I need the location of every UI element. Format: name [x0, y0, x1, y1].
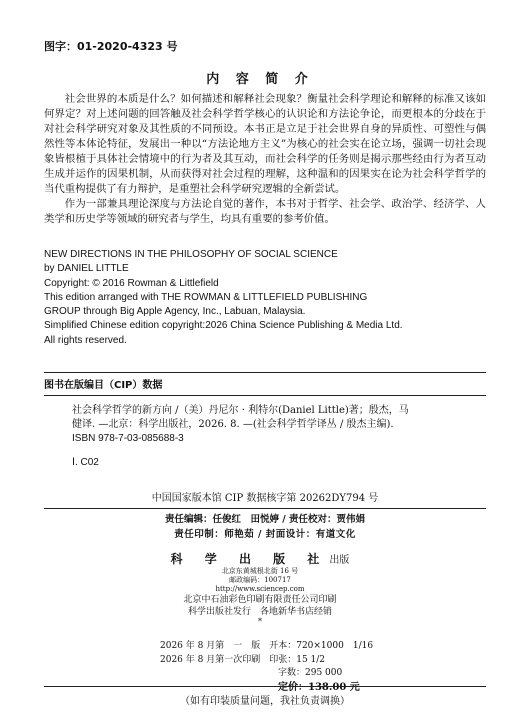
credits-production: 责任印制：师艳茹 / 封面设计：有道文化 [174, 529, 356, 540]
credits-editors: 责任编辑：任俊红 田悦婷 / 责任校对：贾伟娟 [164, 514, 366, 525]
copyright-line: All rights reserved. [44, 334, 127, 346]
printing-line: 2026 年 8 月第一次印刷 印张：15 1/2 [160, 654, 326, 665]
summary-title: 内 容 简 介 [206, 72, 314, 87]
publisher-name: 科 学 出 版 社 [170, 552, 329, 566]
wordcount: 字数：295 000 [278, 668, 343, 679]
cip-line: 社会科学哲学的新方向 /（美）丹尼尔 · 利特尔(Daniel Little)著；殷杰，马 [72, 405, 409, 416]
cip-record-number: 中国国家版本馆 CIP 数据核字第 20262DY794 号 [151, 493, 379, 504]
cip-line: 健译. —北京：科学出版社，2026. 8. —(社会科学哲学译丛 / 殷杰主编). [72, 419, 394, 430]
copyright-line: NEW DIRECTIONS IN THE PHILOSOPHY OF SOCIAL SCIENCE [44, 249, 338, 260]
credits [44, 512, 486, 542]
cip-box [44, 372, 486, 509]
distribution: 科学出版社发行 各地新华书店经销 [187, 607, 332, 617]
copyright-line: GROUP through Big Apple Agency, Inc., Labuan, Malaysia. [44, 306, 306, 318]
printer: 北京中石油彩色印刷有限责任公司印刷 [183, 595, 337, 605]
summary-paragraph: 社会世界的本质是什么？如何描述和解释社会现象？衡量社会科学理论和解释的标准又该如何界定？对上述问题的回答触及社会科学哲学核心的认识论和方法论争论，而更根本的分歧在于对社会科学研究对象及其性质的不同预设。本书正是立足于社会世界自身的异质性、可塑性与偶然性等本体论特征，发展出一种以“方法论地方主义”为核心的社会实在论立场，强调一切社会现象皆根植于具体社会情境中的行为者及其互动，而社会科学的任务则是揭示那些经由行为者互动生成并运作的因果机制，从而获得对社会过程的理解，这种温和的因果实在论为社会科学哲学的当代重构提供了有力辩护，是重塑社会科学研究逻辑的全新尝试。 [44, 93, 486, 195]
price-label: 定价： [278, 681, 308, 693]
summary-text [44, 92, 486, 227]
cip-classification: Ⅰ. C02 [72, 457, 99, 468]
cip-body [44, 396, 486, 470]
summary-paragraph: 作为一部兼具理论深度与方法论自觉的著作，本书对于哲学、社会学、政治学、经济学、人类学和历史学等领域的研究者与学生，均具有重要的参考价值。 [44, 198, 486, 225]
publisher-suffix: 出版 [329, 555, 350, 566]
quality-notice: （如有印装质量问题，我社负责调换） [44, 686, 486, 707]
copyright-line: by DANIEL LITTLE [44, 263, 129, 275]
publisher-block [0, 548, 520, 626]
copyright-line: This edition arranged with THE ROWMAN & LITTLEFIELD PUBLISHING [44, 291, 368, 303]
cip-isbn: ISBN 978-7-03-085688-3 [72, 433, 184, 444]
cip-heading: 图书在版编目（CIP）数据 [44, 373, 486, 396]
separator-star: * [258, 617, 262, 626]
price-value: 138.00 元 [308, 681, 360, 693]
english-copyright [44, 248, 486, 348]
wordcount-line [160, 667, 373, 681]
publisher-postcode: 邮政编码：100717 [229, 576, 291, 584]
registration-number: 图字：01-2020-4323 号 [44, 40, 178, 53]
publisher-address: 北京东黄城根北街 16 号 [221, 567, 299, 575]
edition-line: 2026 年 8 月第 一 版 开本：720×1000 1/16 [160, 641, 374, 651]
copyright-line: Copyright: © 2016 Rowman & Littlefield [44, 277, 219, 289]
publisher-website: http://www.sciencep.com [215, 585, 305, 593]
copyright-line: Simplified Chinese edition copyright:2026 China Science Publishing & Media Ltd. [44, 320, 403, 332]
